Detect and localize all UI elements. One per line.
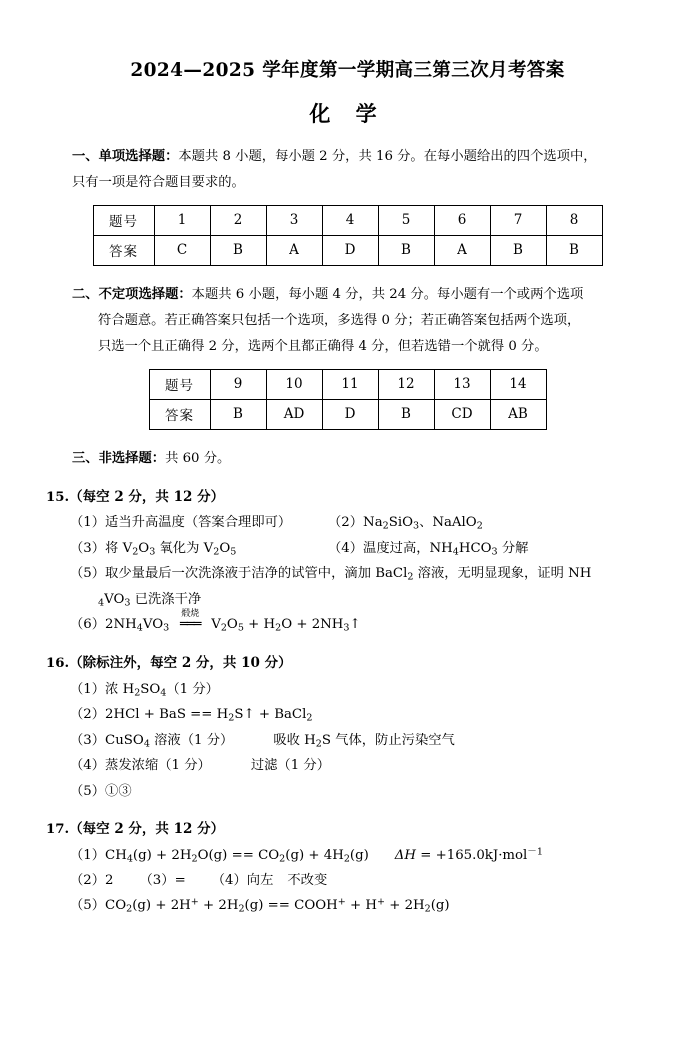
q-answer: C [154, 235, 210, 265]
q15-item-5-a: （5）取少量最后一次洗涤液于洁净的试管中，滴加 BaCl [70, 566, 408, 582]
q15-item-5-d: 已洗涤干净 [130, 591, 202, 607]
q17-item-1-g: = +165.0kJ·mol [416, 847, 528, 863]
sub: 3 [491, 546, 498, 558]
table-row [93, 235, 602, 265]
q15-heading [46, 485, 655, 511]
q-number: 10 [266, 369, 322, 399]
q15-item-5-cont [46, 587, 655, 613]
q16-item-3 [46, 728, 655, 754]
q16-item-1-c: （1 分） [166, 681, 219, 697]
q-number: 13 [434, 369, 490, 399]
q15-item-2 [328, 510, 655, 536]
q-answer: B [210, 399, 266, 429]
q15-item-3-a: （3）将 V [70, 540, 133, 556]
q17-item-1-b: (g) + 2H [132, 847, 192, 863]
sub: 2 [315, 738, 322, 750]
section1-label: 一、单项选择题： [72, 149, 179, 164]
section3-desc: 共 60 分。 [165, 450, 231, 466]
q17-number: 17. [46, 821, 70, 837]
sub: 2 [407, 571, 414, 583]
q17-item-5-e: + H [345, 898, 377, 914]
q15-item-5-b: 溶液，无明显现象，证明 NH [413, 566, 592, 582]
q15-item-4-b: HCO [458, 540, 492, 556]
q17-item-1-a: （1）CH [70, 847, 127, 863]
sub: 5 [230, 546, 237, 558]
q15-item-5 [46, 561, 655, 587]
q15-item-4-c: 分解 [497, 540, 529, 556]
q15-row-1 [46, 510, 655, 536]
answer-sheet-page [0, 56, 695, 1038]
sub: 2 [476, 520, 483, 532]
q15-item-2-b: SiO [388, 515, 413, 531]
sub: 5 [237, 622, 244, 634]
q17-item-5-c: + 2H [198, 898, 239, 914]
q15-item-3-d: O [219, 540, 231, 556]
q-answer: D [322, 399, 378, 429]
q-answer: AD [266, 399, 322, 429]
q17-title: （每空 2 分，共 12 分） [69, 820, 225, 837]
section1-intro [72, 144, 637, 170]
reaction-condition-arrow [169, 609, 211, 633]
q15-item-6-g: ↑ [349, 617, 361, 633]
q17-item-1-d: (g) + 4H [285, 847, 344, 863]
q17-item-5 [46, 893, 655, 919]
answer-table-multi-choice [149, 369, 547, 430]
sub: 2 [279, 852, 286, 864]
sub: 3 [343, 622, 350, 634]
q15-row-2 [46, 536, 655, 562]
q15-item-4-a: （4）温度过高，NH [328, 540, 453, 556]
q17-item-5-d: (g) == COOH [244, 898, 338, 914]
sup: + [337, 897, 346, 909]
q15-item-6-d: O [226, 617, 238, 633]
q17-item-4-a: （4）向左 [211, 873, 274, 889]
q17-item-1-h: －1 [527, 846, 543, 858]
row-header-number: 题号 [93, 205, 154, 235]
q16-item-1-b: SO [140, 681, 161, 697]
sub: 2 [424, 903, 431, 915]
q15-item-6-c: V [211, 617, 221, 633]
q17-heading [46, 817, 655, 843]
q-number: 12 [378, 369, 434, 399]
question-16 [0, 651, 695, 804]
q16-item-1-a: （1）浓 H [70, 681, 135, 697]
q16-item-3-d: S 气体，防止污染空气 [321, 732, 455, 748]
q17-item-5-f: + 2H [384, 898, 425, 914]
q15-title: （每空 2 分，共 12 分） [69, 488, 225, 505]
page-title: 2024—2025 学年度第一学期高三第三次月考答案 [130, 60, 565, 81]
q17-item-1-c: O(g) == CO [197, 847, 280, 863]
q17-item-2-3-4 [46, 868, 655, 893]
section1-desc: 本题共 8 小题，每小题 2 分，共 16 分。在每小题给出的四个选项中， [178, 149, 597, 164]
q-answer: B [378, 399, 434, 429]
sub: 3 [163, 622, 170, 634]
sup: + [190, 897, 199, 909]
table-row [149, 399, 546, 429]
sub: 2 [382, 520, 389, 532]
section2-desc3: 只选一个且正确得 2 分，选两个且都正确得 4 分，但若选错一个就得 0 分。 [98, 338, 548, 354]
sub: 2 [220, 622, 227, 634]
section-free-response [0, 446, 695, 472]
q16-item-2-a: （2）2HCl + BaS == H [70, 707, 229, 723]
q15-item-4 [328, 536, 655, 562]
q16-item-3-a: （3）CuSO [70, 732, 144, 748]
q16-item-2 [46, 702, 655, 728]
sub: 3 [124, 597, 131, 609]
table-row [149, 369, 546, 399]
question-17 [0, 817, 695, 919]
answer-table-single-choice [93, 205, 603, 266]
row-header-answer: 答案 [93, 235, 154, 265]
q16-title: （除标注外，每空 2 分，共 10 分） [69, 655, 292, 672]
q-number: 1 [154, 205, 210, 235]
sub: 2 [228, 712, 235, 724]
q16-item-4-a: （4）蒸发浓缩（1 分） [70, 758, 211, 774]
q-answer: B [210, 235, 266, 265]
delta-h-symbol: ΔH [394, 847, 416, 863]
sub: 2 [275, 622, 282, 634]
section1-desc2: 只有一项是符合题目要求的。 [72, 174, 245, 190]
sub: 2 [238, 903, 245, 915]
q15-item-3-b: O [138, 540, 150, 556]
question-15 [0, 485, 695, 639]
q-number: 6 [434, 205, 490, 235]
section2-label: 二、不定项选择题： [72, 286, 192, 302]
sub: 2 [213, 546, 220, 558]
equals-bars: ═══ [179, 617, 201, 633]
sub: 2 [134, 687, 141, 699]
q16-item-1 [46, 677, 655, 703]
q15-item-6-f: O + 2NH [281, 617, 344, 633]
q16-item-2-b: S↑ + BaCl [234, 707, 307, 723]
q-answer: AB [490, 399, 546, 429]
q15-item-3 [70, 536, 328, 562]
q16-item-3-b: 溶液（1 分） [149, 732, 234, 748]
q-number: 11 [322, 369, 378, 399]
section2-intro [72, 282, 637, 308]
q-answer: B [490, 235, 546, 265]
section-single-choice [0, 144, 695, 196]
sup: + [376, 897, 385, 909]
q17-item-5-a: （5）CO [70, 898, 127, 914]
q17-item-1 [46, 843, 655, 869]
q17-item-3: （3）= [139, 873, 186, 889]
sub: 2 [306, 712, 313, 724]
subject-title: 化 学 [309, 101, 386, 126]
q15-item-6 [46, 609, 655, 638]
q-number: 5 [378, 205, 434, 235]
sub: 2 [126, 903, 133, 915]
q17-item-5-g: (g) [430, 898, 450, 914]
q15-item-6-e: + H [243, 617, 276, 633]
q-number: 9 [210, 369, 266, 399]
q-number: 3 [266, 205, 322, 235]
sub: 4 [98, 597, 105, 609]
sub: 4 [452, 546, 459, 558]
row-header-answer: 答案 [149, 399, 210, 429]
q15-item-6-b: VO [142, 617, 164, 633]
q15-item-1: （1）适当升高温度（答案合理即可） [70, 515, 292, 531]
sub: 3 [149, 546, 156, 558]
q-number: 4 [322, 205, 378, 235]
q17-item-4-b: 不改变 [287, 873, 328, 889]
sub: 2 [191, 852, 198, 864]
q-number: 7 [490, 205, 546, 235]
section3-label: 三、非选择题： [72, 450, 166, 466]
q16-item-4-b: 过滤（1 分） [250, 758, 330, 774]
q17-item-1-e: (g) [349, 847, 369, 863]
sub: 2 [132, 546, 139, 558]
reaction-condition-label: 煅烧 [181, 609, 200, 620]
q16-item-5: （5）①③ [70, 783, 132, 799]
sub: 4 [160, 687, 167, 699]
q15-item-3-c: 氧化为 V [155, 540, 214, 556]
q15-item-5-c: VO [104, 591, 125, 607]
section-multi-choice [0, 282, 695, 360]
table-row [93, 205, 602, 235]
sub: 4 [126, 852, 133, 864]
q-answer: CD [434, 399, 490, 429]
q15-item-6-a: （6）2NH [70, 617, 137, 633]
q-answer: D [322, 235, 378, 265]
q17-item-2: （2）2 [70, 873, 114, 889]
section3-intro [72, 446, 637, 472]
q-answer: B [378, 235, 434, 265]
q16-item-4 [46, 753, 655, 778]
q16-item-3-c: 吸收 H [273, 732, 316, 748]
section2-desc: 本题共 6 小题，每小题 4 分，共 24 分。每小题有一个或两个选项 [191, 286, 584, 302]
q15-item-2-c: 、NaAlO [419, 515, 477, 531]
q-number: 8 [546, 205, 602, 235]
q15-number: 15. [46, 489, 70, 505]
section2-desc2: 符合题意。若正确答案只包括一个选项，多选得 0 分；若正确答案包括两个选项， [98, 312, 581, 328]
sub: 3 [412, 520, 420, 532]
q16-heading [46, 651, 655, 677]
sub: 4 [143, 738, 150, 750]
q-number: 2 [210, 205, 266, 235]
q-answer: B [546, 235, 602, 265]
q17-item-5-b: (g) + 2H [132, 898, 191, 914]
row-header-number: 题号 [149, 369, 210, 399]
q-number: 14 [490, 369, 546, 399]
sub: 2 [343, 852, 350, 864]
q-answer: A [266, 235, 322, 265]
sub: 4 [136, 622, 143, 634]
q-answer: A [434, 235, 490, 265]
q16-number: 16. [46, 656, 70, 672]
q15-item-2-a: （2）Na [328, 515, 383, 531]
